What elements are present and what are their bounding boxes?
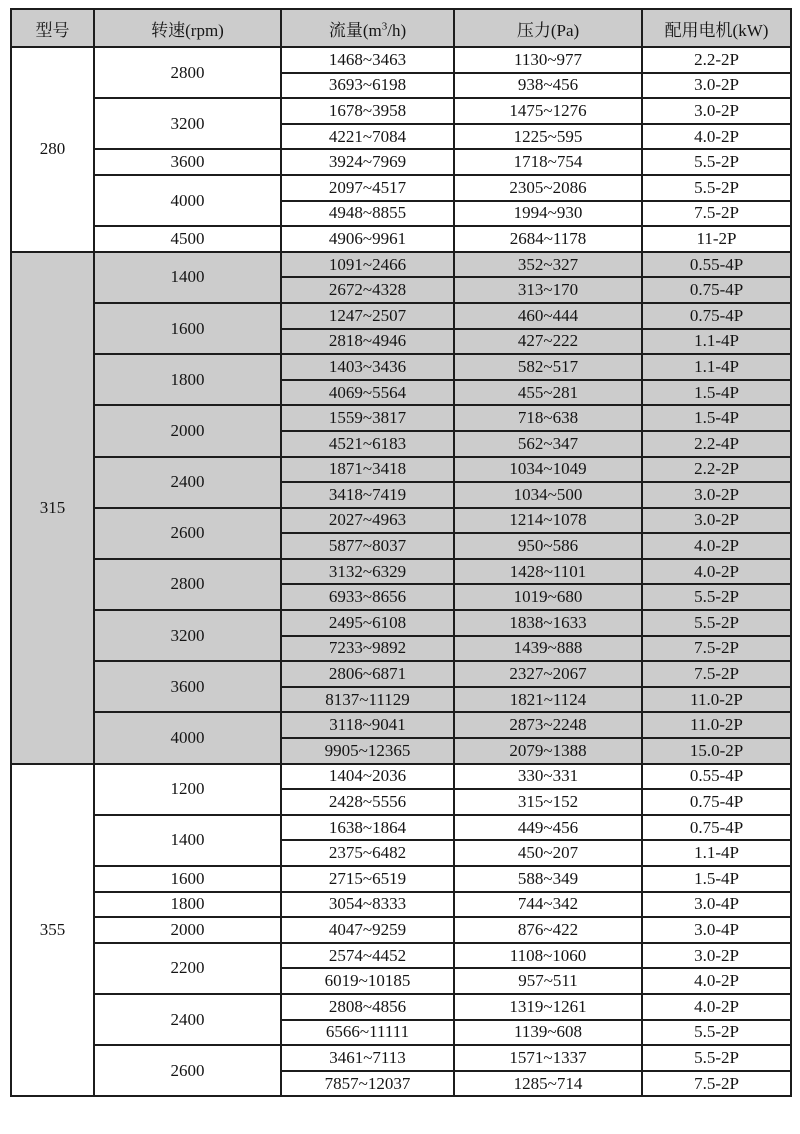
- speed-cell: 2000: [94, 405, 281, 456]
- flow-cell: 1871~3418: [281, 457, 454, 483]
- motor-cell: 0.55-4P: [642, 764, 791, 790]
- flow-cell: 2808~4856: [281, 994, 454, 1020]
- table-header: [11, 9, 791, 47]
- motor-cell: 3.0-2P: [642, 98, 791, 124]
- pressure-cell: 1285~714: [454, 1071, 642, 1097]
- table-row: [11, 1045, 791, 1071]
- flow-cell: 2574~4452: [281, 943, 454, 969]
- speed-cell: 2800: [94, 559, 281, 610]
- speed-cell: 2600: [94, 1045, 281, 1096]
- motor-cell: 4.0-2P: [642, 124, 791, 150]
- motor-cell: 1.1-4P: [642, 354, 791, 380]
- table-row: [11, 457, 791, 483]
- fan-spec-table: [10, 8, 792, 1097]
- flow-cell: 2806~6871: [281, 661, 454, 687]
- speed-cell: 1400: [94, 252, 281, 303]
- motor-cell: 1.5-4P: [642, 866, 791, 892]
- motor-cell: 3.0-4P: [642, 892, 791, 918]
- pressure-cell: 1130~977: [454, 47, 642, 73]
- motor-cell: 4.0-2P: [642, 533, 791, 559]
- motor-cell: 15.0-2P: [642, 738, 791, 764]
- speed-cell: 3200: [94, 98, 281, 149]
- pressure-cell: 1319~1261: [454, 994, 642, 1020]
- pressure-cell: 1214~1078: [454, 508, 642, 534]
- flow-cell: 4069~5564: [281, 380, 454, 406]
- pressure-cell: 1994~930: [454, 201, 642, 227]
- pressure-cell: 1838~1633: [454, 610, 642, 636]
- pressure-cell: 582~517: [454, 354, 642, 380]
- pressure-cell: 315~152: [454, 789, 642, 815]
- table-row: [11, 815, 791, 841]
- motor-cell: 5.5-2P: [642, 175, 791, 201]
- table-row: [11, 917, 791, 943]
- flow-cell: 5877~8037: [281, 533, 454, 559]
- motor-cell: 1.5-4P: [642, 380, 791, 406]
- table-row: [11, 149, 791, 175]
- speed-cell: 3600: [94, 661, 281, 712]
- table-row: [11, 405, 791, 431]
- flow-cell: 3132~6329: [281, 559, 454, 585]
- speed-cell: 1600: [94, 303, 281, 354]
- flow-cell: 1678~3958: [281, 98, 454, 124]
- motor-cell: 11.0-2P: [642, 712, 791, 738]
- flow-cell: 2375~6482: [281, 840, 454, 866]
- flow-cell: 4948~8855: [281, 201, 454, 227]
- model-cell: 280: [11, 47, 94, 252]
- pressure-cell: 2327~2067: [454, 661, 642, 687]
- motor-cell: 7.5-2P: [642, 661, 791, 687]
- pressure-cell: 1428~1101: [454, 559, 642, 585]
- pressure-cell: 313~170: [454, 277, 642, 303]
- header-cell-motor: 配用电机(kW): [642, 9, 791, 47]
- table-row: [11, 892, 791, 918]
- table-body: [11, 47, 791, 1096]
- table-row: [11, 994, 791, 1020]
- flow-cell: 2027~4963: [281, 508, 454, 534]
- motor-cell: 1.1-4P: [642, 840, 791, 866]
- pressure-cell: 957~511: [454, 968, 642, 994]
- pressure-cell: 1034~1049: [454, 457, 642, 483]
- flow-cell: 7857~12037: [281, 1071, 454, 1097]
- table-row: [11, 610, 791, 636]
- speed-cell: 2200: [94, 943, 281, 994]
- flow-cell: 6566~11111: [281, 1020, 454, 1046]
- pressure-cell: 1571~1337: [454, 1045, 642, 1071]
- flow-cell: 2495~6108: [281, 610, 454, 636]
- flow-cell: 2097~4517: [281, 175, 454, 201]
- motor-cell: 5.5-2P: [642, 584, 791, 610]
- speed-cell: 2400: [94, 994, 281, 1045]
- flow-header-prefix: 流量(m: [328, 20, 382, 40]
- motor-cell: 3.0-2P: [642, 508, 791, 534]
- flow-cell: 9905~12365: [281, 738, 454, 764]
- flow-cell: 3418~7419: [281, 482, 454, 508]
- pressure-cell: 2873~2248: [454, 712, 642, 738]
- model-cell: 355: [11, 764, 94, 1097]
- flow-cell: 1638~1864: [281, 815, 454, 841]
- flow-cell: 2715~6519: [281, 866, 454, 892]
- speed-cell: 1400: [94, 815, 281, 866]
- motor-cell: 3.0-2P: [642, 482, 791, 508]
- pressure-cell: 460~444: [454, 303, 642, 329]
- motor-cell: 4.0-2P: [642, 559, 791, 585]
- motor-cell: 5.5-2P: [642, 149, 791, 175]
- motor-cell: 0.55-4P: [642, 252, 791, 278]
- table-row: [11, 712, 791, 738]
- flow-cell: 8137~11129: [281, 687, 454, 713]
- pressure-cell: 876~422: [454, 917, 642, 943]
- pressure-cell: 588~349: [454, 866, 642, 892]
- flow-cell: 1091~2466: [281, 252, 454, 278]
- flow-cell: 1404~2036: [281, 764, 454, 790]
- flow-cell: 2672~4328: [281, 277, 454, 303]
- pressure-cell: 950~586: [454, 533, 642, 559]
- pressure-cell: 1718~754: [454, 149, 642, 175]
- flow-header-suffix: /h): [387, 20, 407, 40]
- pressure-cell: 455~281: [454, 380, 642, 406]
- motor-cell: 2.2-4P: [642, 431, 791, 457]
- pressure-cell: 1225~595: [454, 124, 642, 150]
- motor-cell: 5.5-2P: [642, 1020, 791, 1046]
- pressure-cell: 1475~1276: [454, 98, 642, 124]
- speed-cell: 1800: [94, 354, 281, 405]
- speed-cell: 4000: [94, 175, 281, 226]
- pressure-cell: 427~222: [454, 329, 642, 355]
- speed-cell: 3600: [94, 149, 281, 175]
- motor-cell: 4.0-2P: [642, 994, 791, 1020]
- pressure-cell: 450~207: [454, 840, 642, 866]
- pressure-cell: 2305~2086: [454, 175, 642, 201]
- flow-cell: 3461~7113: [281, 1045, 454, 1071]
- flow-cell: 4047~9259: [281, 917, 454, 943]
- motor-cell: 3.0-4P: [642, 917, 791, 943]
- flow-header-superscript: 3: [381, 19, 388, 32]
- motor-cell: 2.2-2P: [642, 457, 791, 483]
- pressure-cell: 1821~1124: [454, 687, 642, 713]
- header-cell-flow: [281, 9, 454, 47]
- table-row: [11, 303, 791, 329]
- table-row: [11, 175, 791, 201]
- table-row: [11, 252, 791, 278]
- speed-cell: 1200: [94, 764, 281, 815]
- pressure-cell: 562~347: [454, 431, 642, 457]
- speed-cell: 2600: [94, 508, 281, 559]
- table-row: [11, 47, 791, 73]
- flow-cell: 3693~6198: [281, 73, 454, 99]
- flow-cell: 7233~9892: [281, 636, 454, 662]
- motor-cell: 11-2P: [642, 226, 791, 252]
- pressure-cell: 1108~1060: [454, 943, 642, 969]
- table-row: [11, 764, 791, 790]
- table-row: [11, 661, 791, 687]
- speed-cell: 2800: [94, 47, 281, 98]
- flow-cell: 6933~8656: [281, 584, 454, 610]
- speed-cell: 1600: [94, 866, 281, 892]
- motor-cell: 0.75-4P: [642, 789, 791, 815]
- flow-cell: 4906~9961: [281, 226, 454, 252]
- flow-cell: 1468~3463: [281, 47, 454, 73]
- motor-cell: 5.5-2P: [642, 610, 791, 636]
- motor-cell: 2.2-2P: [642, 47, 791, 73]
- motor-cell: 0.75-4P: [642, 303, 791, 329]
- pressure-cell: 1034~500: [454, 482, 642, 508]
- pressure-cell: 718~638: [454, 405, 642, 431]
- motor-cell: 4.0-2P: [642, 968, 791, 994]
- speed-cell: 4500: [94, 226, 281, 252]
- motor-cell: 11.0-2P: [642, 687, 791, 713]
- pressure-cell: 1439~888: [454, 636, 642, 662]
- table-row: [11, 866, 791, 892]
- header-row: [11, 9, 791, 47]
- table-row: [11, 508, 791, 534]
- flow-cell: 3924~7969: [281, 149, 454, 175]
- flow-cell: 2818~4946: [281, 329, 454, 355]
- pressure-cell: 2684~1178: [454, 226, 642, 252]
- table-row: [11, 354, 791, 380]
- pressure-cell: 1139~608: [454, 1020, 642, 1046]
- header-cell-model: 型号: [11, 9, 94, 47]
- model-cell: 315: [11, 252, 94, 764]
- motor-cell: 0.75-4P: [642, 277, 791, 303]
- motor-cell: 1.5-4P: [642, 405, 791, 431]
- pressure-cell: 1019~680: [454, 584, 642, 610]
- pressure-cell: 449~456: [454, 815, 642, 841]
- flow-cell: 3118~9041: [281, 712, 454, 738]
- motor-cell: 7.5-2P: [642, 636, 791, 662]
- flow-cell: 1559~3817: [281, 405, 454, 431]
- speed-cell: 1800: [94, 892, 281, 918]
- header-cell-speed: 转速(rpm): [94, 9, 281, 47]
- motor-cell: 3.0-2P: [642, 73, 791, 99]
- motor-cell: 7.5-2P: [642, 201, 791, 227]
- table-row: [11, 226, 791, 252]
- motor-cell: 7.5-2P: [642, 1071, 791, 1097]
- motor-cell: 3.0-2P: [642, 943, 791, 969]
- flow-cell: 4221~7084: [281, 124, 454, 150]
- flow-cell: 1247~2507: [281, 303, 454, 329]
- header-cell-pressure: 压力(Pa): [454, 9, 642, 47]
- motor-cell: 0.75-4P: [642, 815, 791, 841]
- flow-cell: 3054~8333: [281, 892, 454, 918]
- speed-cell: 2400: [94, 457, 281, 508]
- table-row: [11, 559, 791, 585]
- flow-cell: 1403~3436: [281, 354, 454, 380]
- pressure-cell: 744~342: [454, 892, 642, 918]
- speed-cell: 3200: [94, 610, 281, 661]
- pressure-cell: 352~327: [454, 252, 642, 278]
- flow-cell: 2428~5556: [281, 789, 454, 815]
- table-row: [11, 943, 791, 969]
- pressure-cell: 938~456: [454, 73, 642, 99]
- pressure-cell: 330~331: [454, 764, 642, 790]
- flow-cell: 4521~6183: [281, 431, 454, 457]
- table-row: [11, 98, 791, 124]
- flow-cell: 6019~10185: [281, 968, 454, 994]
- motor-cell: 1.1-4P: [642, 329, 791, 355]
- pressure-cell: 2079~1388: [454, 738, 642, 764]
- motor-cell: 5.5-2P: [642, 1045, 791, 1071]
- speed-cell: 4000: [94, 712, 281, 763]
- speed-cell: 2000: [94, 917, 281, 943]
